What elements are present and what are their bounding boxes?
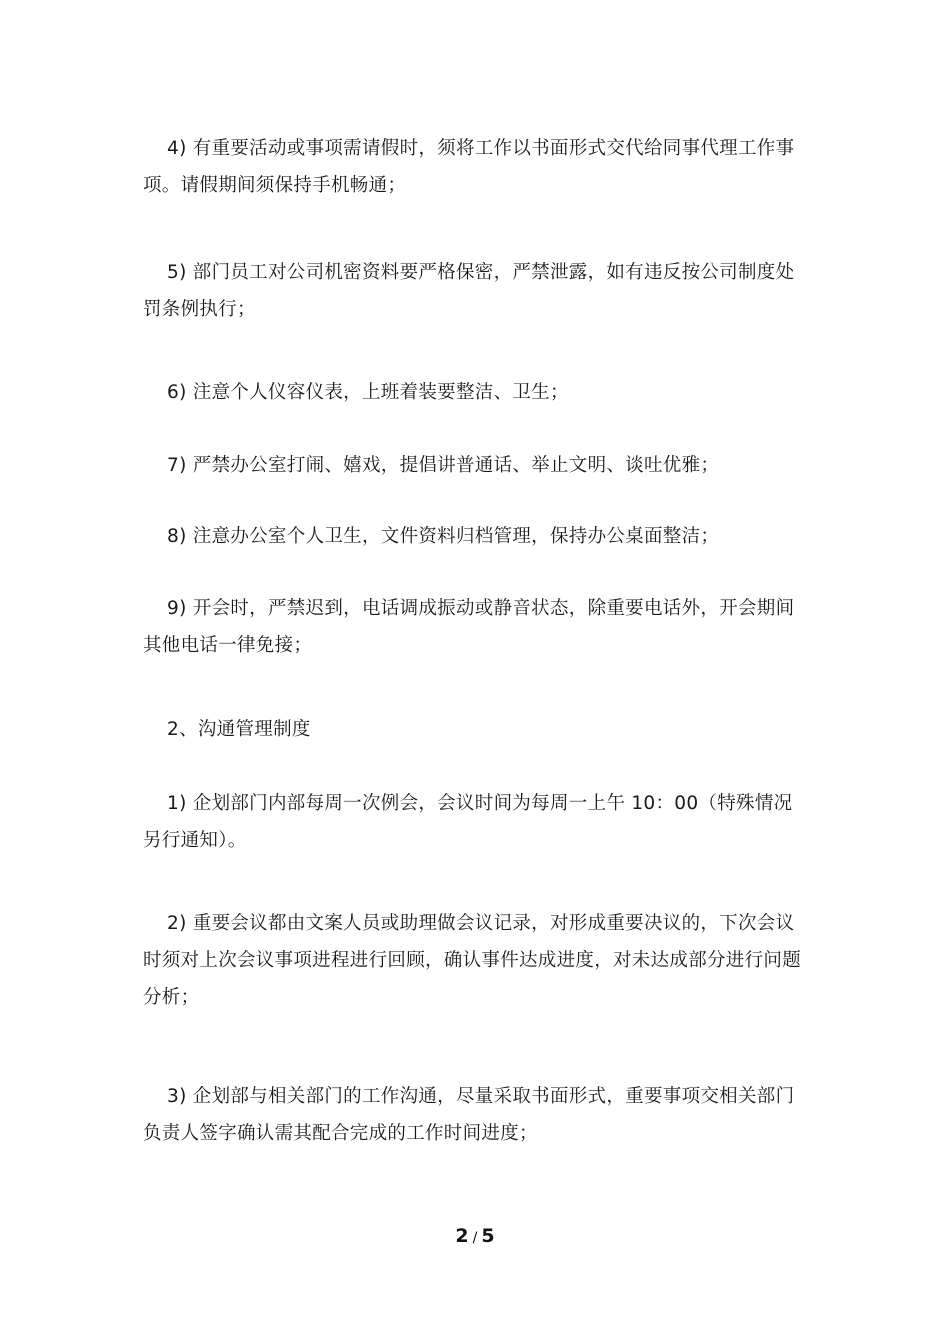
paragraph-item-8: 8) 注意办公室个人卫生，文件资料归档管理，保持办公桌面整洁； (167, 526, 720, 547)
paragraph-comm-item-2: 2) 重要会议都由文案人员或助理做会议记录，对形成重要决议的，下次会议时须对上次会议事项进程进行回顾，确认事件达成进度，对未达成部分进行问题分析； (143, 913, 802, 1008)
paragraph-comm-item-1: 1) 企划部门内部每周一次例会，会议时间为每周一上午 10：00（特殊情况另行通知）。 (143, 793, 793, 851)
paragraph-comm-item-3: 3) 企划部与相关部门的工作沟通，尽量采取书面形式，重要事项交相关部门负责人签字确认需其配合完成的工作时间进度； (143, 1086, 795, 1144)
paragraph-item-9: 9) 开会时，严禁迟到，电话调成振动或静音状态，除重要电话外，开会期间其他电话一律免接； (143, 598, 795, 656)
total-page-number: 5 (481, 1225, 495, 1247)
current-page-number: 2 (455, 1225, 469, 1247)
paragraph-item-5: 5) 部门员工对公司机密资料要严格保密，严禁泄露，如有违反按公司制度处罚条例执行； (143, 262, 795, 320)
section-heading-communication: 2、沟通管理制度 (167, 719, 311, 740)
page-indicator (0, 1222, 950, 1252)
paragraph-item-4: 4) 有重要活动或事项需请假时，须将工作以书面形式交代给同事代理工作事项。请假期间须保持手机畅通； (143, 138, 795, 196)
page-separator: / (472, 1230, 478, 1246)
paragraph-item-7: 7) 严禁办公室打闹、嬉戏，提倡讲普通话、举止文明、谈吐优雅； (167, 455, 720, 476)
paragraph-item-6: 6) 注意个人仪容仪表，上班着装要整洁、卫生； (167, 382, 569, 403)
